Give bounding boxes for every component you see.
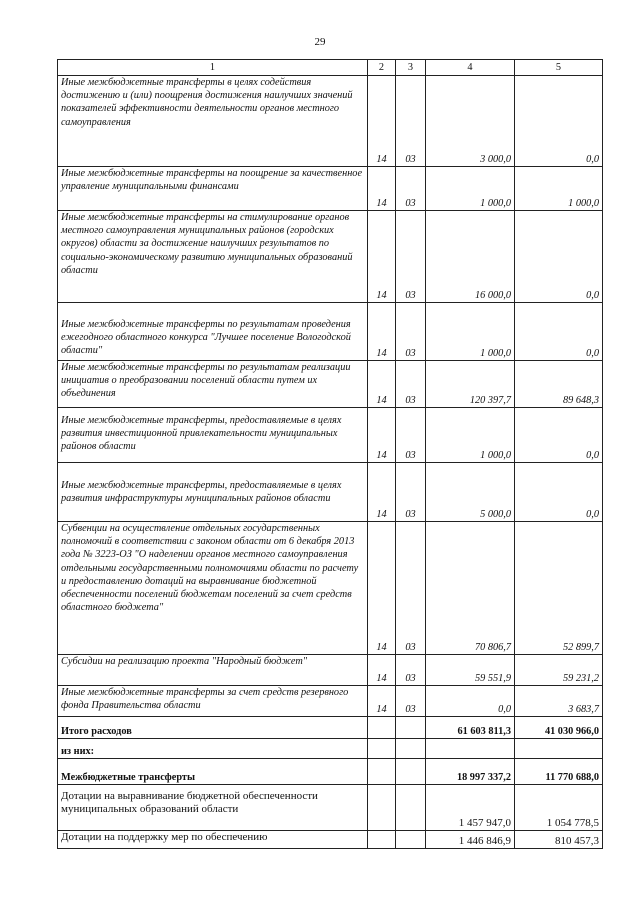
row-value-col4: 59 551,9 (426, 655, 515, 686)
row-section-code (368, 759, 396, 785)
row-name: Дотации на поддержку мер по обеспечению (58, 831, 368, 849)
row-value-col4: 120 397,7 (426, 361, 515, 408)
row-name: Иные межбюджетные трансферты по результатам проведения ежегодного областного конкурса "Лучшее поселение Вологодской области" (58, 303, 368, 361)
table-row (58, 655, 603, 686)
row-subsection-code: 03 (396, 303, 426, 361)
column-header-5: 5 (515, 60, 603, 76)
column-header-1: 1 (58, 60, 368, 76)
row-subsection-code: 03 (396, 167, 426, 211)
row-value-col5: 1 000,0 (515, 167, 603, 211)
row-value-col5 (515, 739, 603, 759)
row-subsection-code (396, 739, 426, 759)
row-section-code: 14 (368, 686, 396, 717)
row-value-col5: 59 231,2 (515, 655, 603, 686)
row-value-col4: 3 000,0 (426, 76, 515, 167)
row-section-code (368, 785, 396, 831)
table-header-row (58, 60, 603, 76)
column-header-3: 3 (396, 60, 426, 76)
row-name: Субвенции на осуществление отдельных государственных полномочий в соответствии с законом области от 6 декабря 2013 года № 3223-ОЗ "О наделении органов местного самоуправления отдельными государственными полномочиями области по расчету и предоставлению дотаций на выравнивание бюджетной обеспеченности поселений бюджетам поселений за счет средств областного бюджета" (58, 522, 368, 655)
row-value-col5: 0,0 (515, 211, 603, 303)
row-value-col5: 0,0 (515, 408, 603, 463)
row-subsection-code: 03 (396, 361, 426, 408)
table-total-row (58, 717, 603, 739)
table-row (58, 759, 603, 785)
row-value-col4: 1 457 947,0 (426, 785, 515, 831)
row-name: Дотации на выравнивание бюджетной обеспеченности муниципальных образований области (58, 785, 368, 831)
row-name: Иные межбюджетные трансферты по результатам реализации инициатив о преобразовании поселений области путем их объединения (58, 361, 368, 408)
row-value-col4: 61 603 811,3 (426, 717, 515, 739)
row-value-col4: 0,0 (426, 686, 515, 717)
row-subsection-code: 03 (396, 686, 426, 717)
table-row (58, 167, 603, 211)
row-subsection-code: 03 (396, 211, 426, 303)
table-row (58, 686, 603, 717)
table-row (58, 463, 603, 522)
row-subsection-code: 03 (396, 522, 426, 655)
row-value-col5: 810 457,3 (515, 831, 603, 849)
row-section-code: 14 (368, 463, 396, 522)
row-value-col5: 0,0 (515, 303, 603, 361)
row-name: Иные межбюджетные трансферты на стимулирование органов местного самоуправления муниципальных районов (городских округов) области за достижение наилучших результатов по социально-экономическому развитию муниципальных образований области (58, 211, 368, 303)
row-subsection-code (396, 759, 426, 785)
table-row (58, 76, 603, 167)
row-value-col5: 41 030 966,0 (515, 717, 603, 739)
row-name: Иные межбюджетные трансферты, предоставляемые в целях развития инфраструктуры муниципальных районов области (58, 463, 368, 522)
row-section-code: 14 (368, 303, 396, 361)
budget-table (57, 59, 603, 849)
row-section-code: 14 (368, 167, 396, 211)
table-row (58, 211, 603, 303)
row-name: из них: (58, 739, 368, 759)
row-section-code (368, 717, 396, 739)
row-name: Иные межбюджетные трансферты в целях содействия достижению и (или) поощрения достижения наилучших значений показателей эффективности деятельности органов местного самоуправления (58, 76, 368, 167)
table-row (58, 303, 603, 361)
row-subsection-code (396, 717, 426, 739)
row-value-col4 (426, 739, 515, 759)
table-row (58, 831, 603, 849)
table-row (58, 361, 603, 408)
column-header-4: 4 (426, 60, 515, 76)
row-section-code: 14 (368, 655, 396, 686)
table-row (58, 522, 603, 655)
row-value-col4: 1 000,0 (426, 303, 515, 361)
row-subsection-code: 03 (396, 463, 426, 522)
row-subsection-code: 03 (396, 655, 426, 686)
row-section-code: 14 (368, 211, 396, 303)
row-value-col5: 11 770 688,0 (515, 759, 603, 785)
row-subsection-code (396, 785, 426, 831)
row-section-code: 14 (368, 408, 396, 463)
table-row (58, 739, 603, 759)
row-name: Иные межбюджетные трансферты на поощрение за качественное управление муниципальными финансами (58, 167, 368, 211)
row-name: Субсидии на реализацию проекта "Народный бюджет" (58, 655, 368, 686)
row-value-col5: 52 899,7 (515, 522, 603, 655)
row-value-col5: 1 054 778,5 (515, 785, 603, 831)
row-value-col4: 16 000,0 (426, 211, 515, 303)
row-value-col4: 1 000,0 (426, 408, 515, 463)
row-section-code (368, 739, 396, 759)
row-name: Иные межбюджетные трансферты, предоставляемые в целях развития инвестиционной привлекательности муниципальных районов области (58, 408, 368, 463)
row-value-col4: 70 806,7 (426, 522, 515, 655)
row-value-col4: 1 000,0 (426, 167, 515, 211)
row-value-col4: 5 000,0 (426, 463, 515, 522)
row-subsection-code: 03 (396, 408, 426, 463)
row-name: Иные межбюджетные трансферты за счет средств резервного фонда Правительства области (58, 686, 368, 717)
row-section-code: 14 (368, 76, 396, 167)
row-name: Итого расходов (58, 717, 368, 739)
row-section-code: 14 (368, 361, 396, 408)
column-header-2: 2 (368, 60, 396, 76)
row-value-col5: 0,0 (515, 463, 603, 522)
row-name: Межбюджетные трансферты (58, 759, 368, 785)
row-value-col4: 18 997 337,2 (426, 759, 515, 785)
row-value-col5: 0,0 (515, 76, 603, 167)
row-section-code (368, 831, 396, 849)
row-section-code: 14 (368, 522, 396, 655)
row-subsection-code (396, 831, 426, 849)
row-value-col5: 89 648,3 (515, 361, 603, 408)
row-value-col4: 1 446 846,9 (426, 831, 515, 849)
row-value-col5: 3 683,7 (515, 686, 603, 717)
table-row (58, 785, 603, 831)
table-row (58, 408, 603, 463)
row-subsection-code: 03 (396, 76, 426, 167)
page-number: 29 (314, 36, 326, 48)
